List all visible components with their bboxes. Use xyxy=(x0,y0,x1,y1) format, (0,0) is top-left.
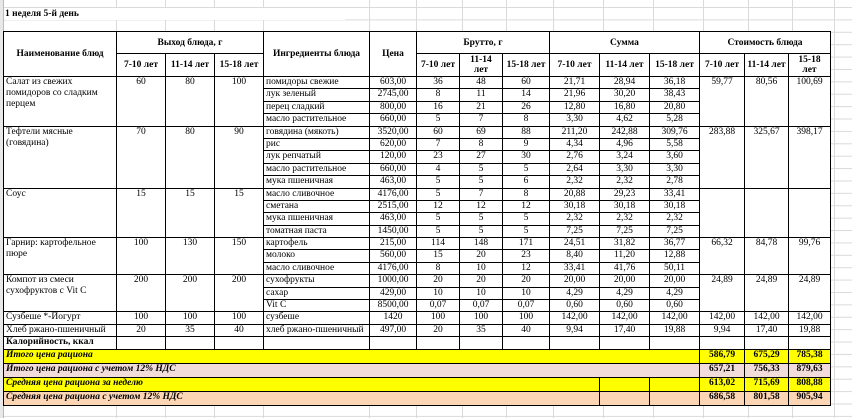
ingredient-brutto: 100 xyxy=(417,312,460,324)
ingredient-price: 800,00 xyxy=(370,101,417,113)
ingredient-brutto: 30 xyxy=(503,151,550,163)
ingredient-name: помидоры свежие xyxy=(264,77,370,89)
dish-cost: 17,40 xyxy=(745,324,789,336)
table-row xyxy=(4,324,831,336)
ingredient-brutto: 9 xyxy=(503,138,550,150)
ingredient-brutto: 20 xyxy=(503,275,550,287)
ingredient-sum: 21,96 xyxy=(550,89,600,101)
ingredient-brutto: 35 xyxy=(460,324,503,336)
dish-yield: 70 xyxy=(117,126,166,188)
dish-yield: 200 xyxy=(215,275,264,312)
total-empty xyxy=(600,391,650,405)
ingredient-sum: 7,25 xyxy=(600,225,650,237)
dish-yield: 150 xyxy=(215,238,264,275)
ingredient-brutto: 5 xyxy=(503,225,550,237)
ingredient-brutto: 27 xyxy=(460,151,503,163)
dish-yield: 15 xyxy=(215,188,264,238)
ingredient-brutto: 5 xyxy=(417,225,460,237)
ingredient-sum: 16,80 xyxy=(600,101,650,113)
total-row xyxy=(4,349,831,363)
ingredient-price: 660,00 xyxy=(370,163,417,175)
header-age-brutto-2: 15-18 лет xyxy=(503,54,550,77)
header-age-yield-2: 15-18 лет xyxy=(215,54,264,77)
ingredient-sum: 4,34 xyxy=(550,138,600,150)
ingredient-sum: 31,82 xyxy=(600,238,650,250)
dish-yield: 90 xyxy=(215,126,264,188)
ingredient-brutto: 8 xyxy=(460,138,503,150)
ingredient-brutto: 20 xyxy=(460,275,503,287)
ingredient-name: сухофрукты xyxy=(264,275,370,287)
ingredient-name: сузбеше xyxy=(264,312,370,324)
header-yield: Выход блюда, г xyxy=(117,32,264,54)
dish-cost: 66,32 xyxy=(700,238,745,275)
calories-cell xyxy=(264,337,370,349)
calories-label: Калорийность, ккал xyxy=(4,337,117,349)
ingredient-sum: 28,94 xyxy=(600,77,650,89)
ingredient-sum: 4,29 xyxy=(550,287,600,299)
dish-cost: 325,67 xyxy=(745,126,789,188)
ingredient-price: 4176,00 xyxy=(370,188,417,200)
ingredient-sum: 242,88 xyxy=(600,126,650,138)
table-row xyxy=(4,238,831,250)
ingredient-sum: 21,71 xyxy=(550,77,600,89)
ingredient-brutto: 12 xyxy=(460,200,503,212)
ingredient-sum: 30,18 xyxy=(650,200,700,212)
calories-row xyxy=(4,337,831,349)
calories-cell xyxy=(370,337,417,349)
ingredient-price: 603,00 xyxy=(370,77,417,89)
dish-yield: 100 xyxy=(215,312,264,324)
ingredient-sum: 309,76 xyxy=(650,126,700,138)
ingredient-sum: 3,30 xyxy=(650,163,700,175)
calories-cell xyxy=(600,337,650,349)
ingredient-name: говядина (мякоть) xyxy=(264,126,370,138)
ingredient-sum: 50,11 xyxy=(650,262,700,274)
ingredient-sum: 8,40 xyxy=(550,250,600,262)
total-value: 785,38 xyxy=(789,349,831,363)
total-label: Средняя цена рациона с учетом 12% НДС xyxy=(4,391,600,405)
ingredient-price: 560,00 xyxy=(370,250,417,262)
ingredient-price: 1000,00 xyxy=(370,275,417,287)
ingredient-name: масло растительное xyxy=(264,114,370,126)
ingredient-brutto: 5 xyxy=(503,213,550,225)
ingredient-sum: 0,60 xyxy=(650,300,700,312)
dish-yield: 15 xyxy=(166,188,215,238)
total-value: 756,33 xyxy=(745,363,789,377)
header-age-cost-1: 11-14 лет xyxy=(745,54,789,77)
dish-name: Сузбеше *-Йогурт xyxy=(4,312,117,324)
dish-yield: 15 xyxy=(117,188,166,238)
header-age-yield-1: 11-14 лет xyxy=(166,54,215,77)
ingredient-sum: 33,41 xyxy=(550,262,600,274)
ingredient-sum: 4,62 xyxy=(600,114,650,126)
header-price: Цена xyxy=(370,32,417,77)
ingredient-brutto: 100 xyxy=(503,312,550,324)
dish-yield: 100 xyxy=(117,312,166,324)
dish-cost: 80,56 xyxy=(745,77,789,127)
total-empty xyxy=(600,377,650,391)
table-row xyxy=(4,188,831,200)
ingredient-sum: 2,32 xyxy=(550,176,600,188)
ingredient-brutto: 12 xyxy=(417,200,460,212)
ingredient-brutto: 148 xyxy=(460,238,503,250)
ingredient-brutto: 5 xyxy=(417,176,460,188)
ingredient-brutto: 20 xyxy=(417,324,460,336)
dish-cost: 24,89 xyxy=(700,275,745,312)
ingredient-brutto: 171 xyxy=(503,238,550,250)
ingredient-sum: 36,77 xyxy=(650,238,700,250)
header-dish-name: Наименование блюд xyxy=(4,32,117,77)
ingredient-sum: 24,51 xyxy=(550,238,600,250)
ingredient-name: перец сладкий xyxy=(264,101,370,113)
dish-cost: 142,00 xyxy=(700,312,745,324)
ingredient-sum: 2,64 xyxy=(550,163,600,175)
dish-yield: 200 xyxy=(117,275,166,312)
ingredient-name: сметана xyxy=(264,200,370,212)
ingredient-name: масло сливочное xyxy=(264,262,370,274)
total-empty xyxy=(650,377,700,391)
ingredient-brutto: 4 xyxy=(417,163,460,175)
ingredient-brutto: 10 xyxy=(503,287,550,299)
dish-cost: 24,89 xyxy=(745,275,789,312)
ingredient-sum: 3,30 xyxy=(600,163,650,175)
header-age-brutto-0: 7-10 лет xyxy=(417,54,460,77)
ingredient-name: молоко xyxy=(264,250,370,262)
ingredient-sum: 19,88 xyxy=(650,324,700,336)
header-age-brutto-1: 11-14 лет xyxy=(460,54,503,77)
ingredient-sum: 3,24 xyxy=(600,151,650,163)
ingredient-sum: 11,20 xyxy=(600,250,650,262)
ingredient-brutto: 5 xyxy=(460,163,503,175)
ingredient-brutto: 0,07 xyxy=(417,300,460,312)
table-row xyxy=(4,275,831,287)
ingredient-name: лук репчатый xyxy=(264,151,370,163)
ingredient-brutto: 16 xyxy=(417,101,460,113)
ingredient-sum: 30,18 xyxy=(550,200,600,212)
ingredient-brutto: 5 xyxy=(460,225,503,237)
ingredient-name: Vit C xyxy=(264,300,370,312)
ingredient-name: картофель xyxy=(264,238,370,250)
ingredient-brutto: 8 xyxy=(417,89,460,101)
ingredient-sum: 2,32 xyxy=(550,213,600,225)
ingredient-brutto: 5 xyxy=(460,213,503,225)
ingredient-brutto: 48 xyxy=(460,77,503,89)
header-cost: Стоимость блюда xyxy=(700,32,831,54)
ingredient-brutto: 5 xyxy=(417,188,460,200)
ingredient-brutto: 114 xyxy=(417,238,460,250)
table-row xyxy=(4,126,831,138)
total-value: 879,63 xyxy=(789,363,831,377)
total-value: 686,58 xyxy=(700,391,745,405)
ingredient-sum: 3,60 xyxy=(650,151,700,163)
ingredient-sum: 2,76 xyxy=(550,151,600,163)
ingredient-name: рис xyxy=(264,138,370,150)
ingredient-sum: 4,96 xyxy=(600,138,650,150)
ingredient-name: хлеб ржано-пшеничный xyxy=(264,324,370,336)
dish-yield: 35 xyxy=(166,324,215,336)
header-brutto: Брутто, г xyxy=(417,32,550,54)
table-row xyxy=(4,77,831,89)
ingredient-brutto: 60 xyxy=(417,126,460,138)
calories-cell xyxy=(215,337,264,349)
ingredient-brutto: 6 xyxy=(503,176,550,188)
calories-cell xyxy=(166,337,215,349)
ingredient-brutto: 36 xyxy=(417,77,460,89)
ingredient-sum: 30,18 xyxy=(600,200,650,212)
ingredient-price: 1450,00 xyxy=(370,225,417,237)
ingredient-sum: 5,58 xyxy=(650,138,700,150)
ingredient-brutto: 0,07 xyxy=(503,300,550,312)
header-age-yield-0: 7-10 лет xyxy=(117,54,166,77)
ingredient-sum: 20,00 xyxy=(600,275,650,287)
ingredient-price: 660,00 xyxy=(370,114,417,126)
dish-cost: 84,78 xyxy=(745,238,789,275)
dish-yield: 100 xyxy=(166,312,215,324)
ingredient-sum: 9,94 xyxy=(550,324,600,336)
ingredient-sum: 20,80 xyxy=(650,101,700,113)
ingredient-sum: 20,88 xyxy=(550,188,600,200)
dish-cost: 19,88 xyxy=(789,324,831,336)
table-row xyxy=(4,312,831,324)
calories-cell xyxy=(460,337,503,349)
dish-yield: 40 xyxy=(215,324,264,336)
ingredient-sum: 7,25 xyxy=(550,225,600,237)
ingredient-sum: 0,60 xyxy=(550,300,600,312)
dish-cost: 99,76 xyxy=(789,238,831,275)
ingredient-brutto: 8 xyxy=(417,262,460,274)
ingredient-price: 4176,00 xyxy=(370,262,417,274)
ingredient-sum: 36,18 xyxy=(650,77,700,89)
ingredient-brutto: 7 xyxy=(460,188,503,200)
ingredient-sum: 20,00 xyxy=(550,275,600,287)
ingredient-price: 463,00 xyxy=(370,176,417,188)
ingredient-brutto: 11 xyxy=(460,89,503,101)
ingredient-brutto: 5 xyxy=(417,213,460,225)
dish-cost: 24,89 xyxy=(789,275,831,312)
ingredient-sum: 12,88 xyxy=(650,250,700,262)
dish-name: Салат из свежих помидоров со сладким перцем xyxy=(4,77,117,127)
header-age-cost-0: 7-10 лет xyxy=(700,54,745,77)
total-value: 586,79 xyxy=(700,349,745,363)
ingredient-sum: 33,41 xyxy=(650,188,700,200)
dish-name: Гарнир: картофельное пюре xyxy=(4,238,117,275)
ingredient-name: лук зеленый xyxy=(264,89,370,101)
ingredient-name: мука пшеничная xyxy=(264,176,370,188)
ingredient-brutto: 20 xyxy=(417,275,460,287)
dish-name: Тефтели мясные (говядина) xyxy=(4,126,117,188)
ingredient-price: 429,00 xyxy=(370,287,417,299)
ingredient-brutto: 7 xyxy=(460,114,503,126)
ingredient-brutto: 12 xyxy=(503,262,550,274)
total-value: 715,69 xyxy=(745,377,789,391)
ingredient-brutto: 5 xyxy=(460,176,503,188)
header-sum: Сумма xyxy=(550,32,700,54)
ingredient-sum: 17,40 xyxy=(600,324,650,336)
menu-cost-table xyxy=(3,31,831,406)
total-label: Итого цена рациона с учетом 12% НДС xyxy=(4,363,700,377)
total-value: 808,88 xyxy=(789,377,831,391)
ingredient-name: сахар xyxy=(264,287,370,299)
dish-cost xyxy=(700,188,745,238)
ingredient-sum: 2,78 xyxy=(650,176,700,188)
ingredient-sum: 142,00 xyxy=(650,312,700,324)
total-empty xyxy=(650,391,700,405)
header-age-sum-1: 11-14 лет xyxy=(600,54,650,77)
ingredient-brutto: 5 xyxy=(417,114,460,126)
ingredient-sum: 7,25 xyxy=(650,225,700,237)
calories-cell xyxy=(117,337,166,349)
dish-cost: 9,94 xyxy=(700,324,745,336)
ingredient-brutto: 8 xyxy=(503,114,550,126)
total-value: 801,58 xyxy=(745,391,789,405)
ingredient-brutto: 60 xyxy=(503,77,550,89)
total-value: 657,21 xyxy=(700,363,745,377)
total-value: 905,94 xyxy=(789,391,831,405)
ingredient-brutto: 21 xyxy=(460,101,503,113)
sheet-title: 1 неделя 5-й день xyxy=(5,8,345,20)
ingredient-brutto: 0,07 xyxy=(460,300,503,312)
dish-name: Соус xyxy=(4,188,117,238)
ingredient-brutto: 88 xyxy=(503,126,550,138)
ingredient-brutto: 10 xyxy=(460,287,503,299)
ingredient-brutto: 100 xyxy=(460,312,503,324)
ingredient-brutto: 14 xyxy=(503,89,550,101)
dish-yield: 100 xyxy=(117,238,166,275)
dish-name: Хлеб ржано-пшеничный xyxy=(4,324,117,336)
ingredient-name: мука пшеничная xyxy=(264,213,370,225)
total-row xyxy=(4,391,831,405)
dish-yield: 80 xyxy=(166,77,215,127)
dish-cost: 100,69 xyxy=(789,77,831,127)
ingredient-sum: 4,29 xyxy=(600,287,650,299)
ingredient-brutto: 10 xyxy=(460,262,503,274)
ingredient-brutto: 7 xyxy=(417,138,460,150)
dish-cost xyxy=(745,188,789,238)
ingredient-brutto: 40 xyxy=(503,324,550,336)
ingredient-price: 2745,00 xyxy=(370,89,417,101)
grid-line xyxy=(834,0,835,418)
ingredient-brutto: 23 xyxy=(417,151,460,163)
ingredient-brutto: 15 xyxy=(417,250,460,262)
ingredient-price: 463,00 xyxy=(370,213,417,225)
dish-yield: 20 xyxy=(117,324,166,336)
ingredient-sum: 12,80 xyxy=(550,101,600,113)
calories-cell xyxy=(550,337,600,349)
ingredient-brutto: 5 xyxy=(503,163,550,175)
total-label: Средняя цена рациона за неделю xyxy=(4,377,600,391)
ingredient-brutto: 8 xyxy=(503,188,550,200)
dish-cost: 398,17 xyxy=(789,126,831,188)
ingredient-brutto: 23 xyxy=(503,250,550,262)
ingredient-sum: 2,32 xyxy=(650,213,700,225)
dish-yield: 80 xyxy=(166,126,215,188)
dish-cost: 142,00 xyxy=(745,312,789,324)
calories-cell xyxy=(700,337,745,349)
total-row xyxy=(4,377,831,391)
ingredient-sum: 41,76 xyxy=(600,262,650,274)
header-ingredients: Ингредиенты блюда xyxy=(264,32,370,77)
ingredient-brutto: 20 xyxy=(460,250,503,262)
ingredient-price: 1420 xyxy=(370,312,417,324)
header-age-sum-0: 7-10 лет xyxy=(550,54,600,77)
dish-cost: 283,88 xyxy=(700,126,745,188)
ingredient-sum: 2,32 xyxy=(600,213,650,225)
ingredient-sum: 4,29 xyxy=(650,287,700,299)
ingredient-price: 215,00 xyxy=(370,238,417,250)
dish-yield: 130 xyxy=(166,238,215,275)
ingredient-name: масло сливочное xyxy=(264,188,370,200)
ingredient-price: 120,00 xyxy=(370,151,417,163)
ingredient-price: 8500,00 xyxy=(370,300,417,312)
ingredient-brutto: 69 xyxy=(460,126,503,138)
dish-cost: 59,77 xyxy=(700,77,745,127)
calories-cell xyxy=(745,337,789,349)
ingredient-sum: 38,43 xyxy=(650,89,700,101)
dish-cost: 142,00 xyxy=(789,312,831,324)
dish-yield: 200 xyxy=(166,275,215,312)
calories-cell xyxy=(503,337,550,349)
total-value: 675,29 xyxy=(745,349,789,363)
dish-yield: 100 xyxy=(215,77,264,127)
ingredient-brutto: 12 xyxy=(503,200,550,212)
total-row xyxy=(4,363,831,377)
ingredient-brutto: 10 xyxy=(417,287,460,299)
ingredient-sum: 2,32 xyxy=(600,176,650,188)
ingredient-brutto: 26 xyxy=(503,101,550,113)
ingredient-sum: 142,00 xyxy=(600,312,650,324)
calories-cell xyxy=(650,337,700,349)
ingredient-name: масло растительное xyxy=(264,163,370,175)
ingredient-price: 620,00 xyxy=(370,138,417,150)
ingredient-sum: 0,60 xyxy=(600,300,650,312)
dish-cost xyxy=(789,188,831,238)
ingredient-sum: 20,00 xyxy=(650,275,700,287)
ingredient-sum: 142,00 xyxy=(550,312,600,324)
ingredient-sum: 5,28 xyxy=(650,114,700,126)
total-label: Итого цена рациона xyxy=(4,349,700,363)
ingredient-sum: 29,23 xyxy=(600,188,650,200)
ingredient-price: 2515,00 xyxy=(370,200,417,212)
ingredient-price: 3520,00 xyxy=(370,126,417,138)
ingredient-name: томатная паста xyxy=(264,225,370,237)
ingredient-sum: 211,20 xyxy=(550,126,600,138)
ingredient-sum: 3,30 xyxy=(550,114,600,126)
total-value: 613,02 xyxy=(700,377,745,391)
header-age-cost-2: 15-18 лет xyxy=(789,54,831,77)
calories-cell xyxy=(789,337,831,349)
calories-cell xyxy=(417,337,460,349)
ingredient-price: 497,00 xyxy=(370,324,417,336)
header-age-sum-2: 15-18 лет xyxy=(650,54,700,77)
ingredient-sum: 30,20 xyxy=(600,89,650,101)
dish-yield: 60 xyxy=(117,77,166,127)
dish-name: Компот из смеси сухофруктов с Vit C xyxy=(4,275,117,312)
